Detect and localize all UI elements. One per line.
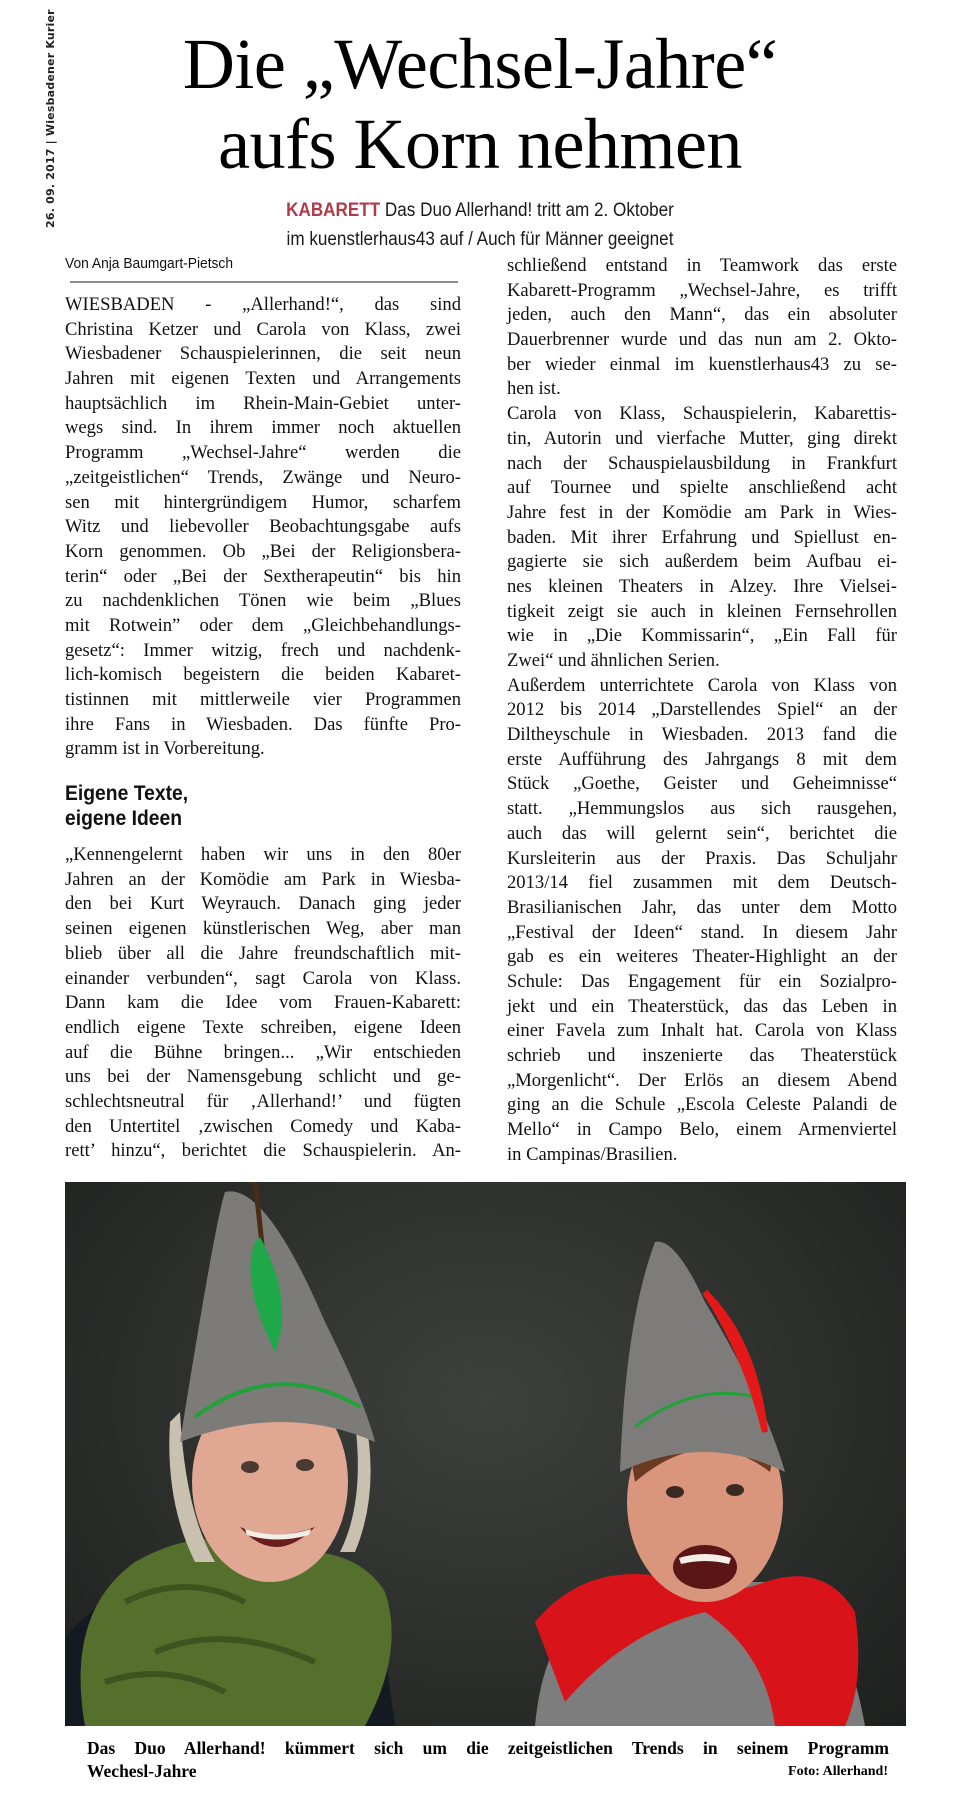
text-line: Kabarett-Programm „Wechsel-Jahre, es trifft bbox=[507, 279, 897, 301]
right-woman-eye bbox=[726, 1484, 744, 1496]
left-woman-eye bbox=[296, 1459, 314, 1471]
paragraph bbox=[65, 293, 461, 762]
text-line: ging an die Schule „Escola Celeste Palandi de bbox=[507, 1094, 897, 1116]
text-line: gramm ist in Vorbereitung. bbox=[65, 738, 265, 760]
text-line: Schule: Das Engagement für ein Sozialpro- bbox=[507, 970, 897, 992]
section-kicker: KABARETT bbox=[286, 200, 381, 221]
right-grey-felt-hat bbox=[620, 1242, 785, 1472]
text-line: Jahren an der Komödie am Park in Wiesba- bbox=[65, 868, 461, 890]
text-line: erste Aufführung des Jahrgangs 8 mit dem bbox=[507, 748, 897, 770]
text-line: Außerdem unterrichtete Carola von Klass von bbox=[507, 674, 897, 696]
text-line: terin“ oder „Bei der Sextherapeutin“ bis hin bbox=[65, 565, 461, 587]
text-line: baden. Mit ihrer Erfahrung und Spiellust en- bbox=[507, 526, 897, 548]
text-line: zu nachdenklichen Tönen wie beim „Blues bbox=[65, 590, 461, 612]
paragraph bbox=[65, 843, 461, 1164]
text-line: 2012 bis 2014 „Darstellendes Spiel“ an der bbox=[507, 699, 897, 721]
article-column-left bbox=[65, 293, 461, 1164]
text-line: „Kennengelernt haben wir uns in den 80er bbox=[65, 844, 461, 866]
text-line: hen ist. bbox=[507, 378, 561, 400]
text-line: einander verbunden“, sagt Carola von Klass. bbox=[65, 967, 461, 989]
dateline-separator: | bbox=[44, 140, 57, 145]
text-line: auch das will gelernt sein“, berichtet die bbox=[507, 822, 897, 844]
text-line: ihre Fans in Wiesbaden. Das fünfte Pro- bbox=[65, 713, 461, 735]
text-line: Wiesbadener Schauspielerinnen, die seit neun bbox=[65, 343, 461, 365]
text-line: hauptsächlich im Rhein-Main-Gebiet unter- bbox=[65, 392, 461, 414]
text-line: einer Favela zum Inhalt hat. Carola von Klass bbox=[507, 1020, 897, 1042]
subtitle-line-1 bbox=[183, 196, 777, 225]
text-line: WIESBADEN - „Allerhand!“, das sind bbox=[65, 294, 461, 315]
text-line: Witz und liebevoller Beobachtungsgabe aufs bbox=[65, 516, 461, 538]
text-line: Diltheyschule in Wiesbaden. 2013 fand die bbox=[507, 724, 897, 746]
text-line: 2013/14 fiel zusammen mit dem Deutsch- bbox=[507, 872, 897, 894]
text-line: jeden, auch den Mann“, das ein absoluter bbox=[507, 304, 897, 326]
text-line: gesetz“: Immer witzig, frech und nachdenk- bbox=[65, 639, 461, 661]
text-line: Stück „Goethe, Geister und Geheimnisse“ bbox=[507, 773, 897, 795]
text-line: Mello“ in Campo Belo, einem Armenviertel bbox=[507, 1119, 897, 1141]
text-line: statt. „Hemmungslos aus sich rausgehen, bbox=[507, 798, 897, 820]
caption-line-1: Das Duo Allerhand! kümmert sich um die zeitgeistlichen Trends in seinem Programm bbox=[87, 1738, 889, 1758]
text-line: auf Tournee und spielte anschließend acht bbox=[507, 477, 897, 499]
article-photo bbox=[65, 1182, 906, 1726]
paragraph bbox=[507, 254, 897, 402]
caption-line-2: Wechesl-Jahre bbox=[87, 1761, 197, 1781]
text-line: Korn genommen. Ob „Bei der Religionsbera- bbox=[65, 540, 461, 562]
text-line: Programm „Wechsel-Jahre“ werden die bbox=[65, 442, 461, 464]
text-line: Jahre fest in der Komödie am Park in Wies- bbox=[507, 501, 897, 523]
text-line: tistinnen mit mittlerweile vier Programmen bbox=[65, 689, 461, 710]
text-line: nes kleinen Theaters in Alzey. Ihre Vielsei- bbox=[507, 575, 897, 597]
byline-divider bbox=[70, 281, 458, 283]
text-line: ber wieder einmal im kuenstlerhaus43 zu se- bbox=[507, 353, 897, 375]
text-line: jekt und ein Theaterstück, das das Leben in bbox=[507, 995, 897, 1017]
text-line: nach der Schauspielausbildung in Frankfurt bbox=[507, 452, 897, 474]
text-line: lich-komisch begeistern die beiden Kabaret- bbox=[65, 664, 461, 686]
left-woman-figure bbox=[65, 1182, 395, 1726]
headline-line-2: aufs Korn nehmen bbox=[218, 104, 742, 184]
text-line: Jahren mit eigenen Texten und Arrangements bbox=[65, 368, 461, 390]
text-line: endlich eigene Texte schreiben, eigene Ideen bbox=[65, 1016, 461, 1038]
text-line: schlechtsneutral für ‚Allerhand!’ und fügten bbox=[65, 1090, 461, 1112]
text-line: Dauerbrenner wurde und das nun am 2. Okto- bbox=[507, 329, 897, 351]
article-headline bbox=[150, 24, 810, 184]
paragraph bbox=[507, 674, 897, 1168]
text-line: Brasilianischen Jahr, das unter dem Motto bbox=[507, 896, 897, 918]
subheading-line-2: eigene Ideen bbox=[65, 806, 183, 830]
publication-dateline bbox=[44, 9, 60, 228]
text-line: schrieb und inszenierte das Theaterstück bbox=[507, 1045, 897, 1066]
text-line: schließend entstand in Teamwork das erste bbox=[507, 255, 897, 276]
left-woman-eye bbox=[241, 1461, 259, 1473]
text-line: blieb über all die Jahre freundschaftlich mit- bbox=[65, 942, 461, 964]
text-line: tin, Autorin und vierfache Mutter, ging direkt bbox=[507, 427, 897, 449]
subheading-line-1: Eigene Texte, bbox=[65, 782, 189, 806]
headline-line-1: Die „Wechsel-Jahre“ bbox=[182, 24, 778, 104]
text-line: Christina Ketzer und Carola von Klass, zwei bbox=[65, 318, 461, 340]
byline: Von Anja Baumgart-Pietsch bbox=[65, 255, 234, 272]
text-line: wie in „Die Kommissarin“, „Ein Fall für bbox=[507, 625, 897, 647]
photo-illustration bbox=[65, 1182, 906, 1726]
text-line: tigkeit zeigt sie auch in kleinen Fernsehrollen bbox=[507, 600, 897, 622]
section-subheading bbox=[65, 782, 429, 831]
text-line: den bei Kurt Weyrauch. Danach ging jeder bbox=[65, 893, 461, 915]
text-line: rett’ hinzu“, berichtet die Schauspielerin. An- bbox=[65, 1140, 461, 1162]
text-line: in Campinas/Brasilien. bbox=[507, 1143, 678, 1165]
text-line: Kursleiterin aus der Praxis. Das Schuljahr bbox=[507, 847, 897, 869]
article-subtitle bbox=[183, 196, 777, 254]
article-column-right bbox=[507, 254, 897, 1167]
text-line: Zwei“ und ähnlichen Serien. bbox=[507, 650, 720, 671]
right-woman-figure bbox=[535, 1242, 865, 1726]
publication-date: 26. 09. 2017 bbox=[44, 148, 57, 228]
right-woman-eye bbox=[666, 1486, 684, 1498]
paragraph bbox=[507, 402, 897, 674]
photo-caption bbox=[87, 1737, 889, 1783]
text-line: „zeitgeistlichen“ Trends, Zwänge und Neuro- bbox=[65, 466, 461, 488]
subtitle-line-1-text: Das Duo Allerhand! tritt am 2. Oktober bbox=[380, 200, 674, 221]
text-line: „Festival der Ideen“ stand. In diesem Jahr bbox=[507, 921, 897, 943]
text-line: seinen eigenen künstlerischen Weg, aber man bbox=[65, 918, 461, 940]
subtitle-line-2: im kuenstlerhaus43 auf / Auch für Männer geeignet bbox=[286, 229, 674, 250]
photo-credit: Foto: Allerhand! bbox=[788, 1764, 888, 1779]
text-line: gab es ein weiteres Theater-Highlight an der bbox=[507, 946, 897, 968]
publication-name: Wiesbadener Kurier bbox=[44, 9, 57, 137]
text-line: gagierte sie sich außerdem beim Aufbau ei- bbox=[507, 551, 897, 573]
text-line: uns bei der Namensgebung schlicht und ge- bbox=[65, 1066, 461, 1088]
text-line: sen mit hintergründigem Humor, scharfem bbox=[65, 491, 461, 513]
text-line: wegs sind. In ihrem immer noch aktuellen bbox=[65, 417, 461, 439]
text-line: den Untertitel ‚zwischen Comedy und Kaba- bbox=[65, 1115, 461, 1137]
text-line: Carola von Klass, Schauspielerin, Kabarettis- bbox=[507, 403, 897, 425]
text-line: mit Rotwein” oder dem „Gleichbehandlungs- bbox=[65, 614, 461, 636]
text-line: „Morgenlicht“. Der Erlös an diesem Abend bbox=[507, 1069, 897, 1091]
text-line: auf die Bühne bringen... „Wir entschieden bbox=[65, 1041, 461, 1063]
right-woman-mouth bbox=[673, 1545, 737, 1589]
text-line: Dann kam die Idee vom Frauen-Kabarett: bbox=[65, 992, 461, 1014]
